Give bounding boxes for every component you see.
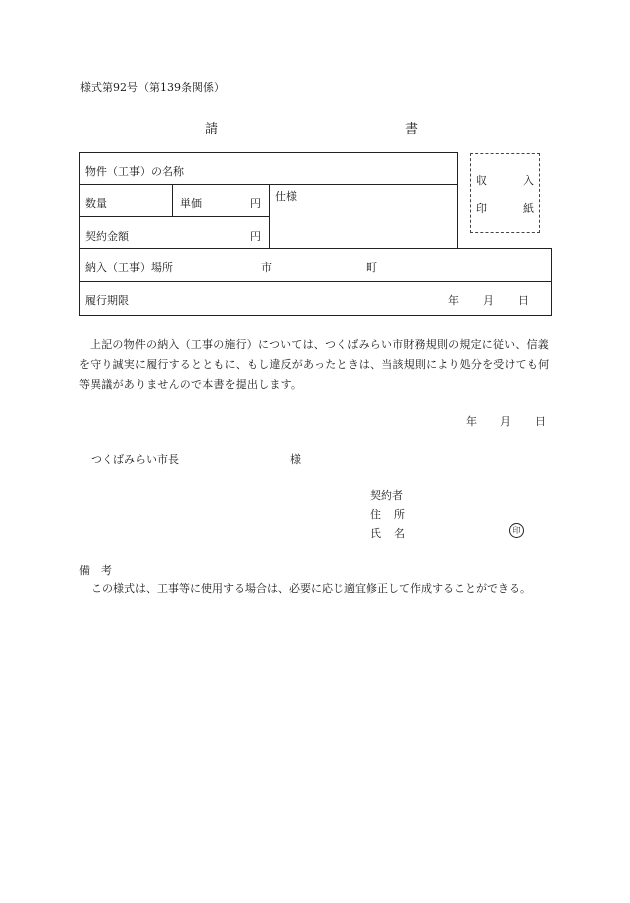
quantity-label: 数量 [85,197,107,210]
period-day: 日 [518,294,529,307]
stamp-char: 紙 [523,202,534,215]
town-label: 町 [366,261,377,274]
city-label: 市 [261,261,272,274]
name-label: 氏 [370,527,381,540]
stamp-char: 収 [476,174,487,187]
period-year: 年 [448,294,459,307]
addressee: つくばみらい市長 [91,453,179,466]
table-divider [79,216,269,217]
revenue-stamp-box [470,153,540,233]
notes-heading: 備 考 [79,564,112,577]
address-label: 所 [394,508,405,521]
date-month: 月 [500,415,511,428]
unit-price-label: 単価 [180,197,202,210]
document-title-left: 請 [205,122,219,137]
period-label: 履行期限 [85,294,129,307]
stamp-char: 入 [523,174,534,187]
form-number: 様式第92号（第139条関係） [80,81,225,94]
delivery-place-label: 納入（工事）場所 [85,261,173,274]
date-year: 年 [466,415,477,428]
table-divider [79,281,552,282]
document-title-right: 書 [405,122,419,137]
unit-price-unit: 円 [250,197,261,210]
table-divider [269,184,270,249]
honorific: 様 [290,453,301,466]
seal-mark: 印 [509,523,524,538]
period-month: 月 [483,294,494,307]
date-day: 日 [535,415,546,428]
name-label: 名 [394,527,405,540]
contract-amount-label: 契約金額 [85,230,129,243]
contract-amount-unit: 円 [250,230,261,243]
address-label: 住 [370,508,381,521]
spec-label: 仕様 [275,190,297,203]
item-name-label: 物件（工事）の名称 [85,165,184,178]
table-divider [172,184,173,217]
contractor-label: 契約者 [370,489,403,502]
notes-text: この様式は、工事等に使用する場合は、必要に応じ適宜修正して作成することができる。 [91,582,531,595]
declaration-paragraph: 上記の物件の納入（工事の施行）については、つくばみらい市財務規則の規定に従い、信義を守り誠実に履行するとともに、もし違反があったときは、当該規則により処分を受けても何等異議がありませんので本書を提出します。 [79,338,550,391]
stamp-char: 印 [476,202,487,215]
